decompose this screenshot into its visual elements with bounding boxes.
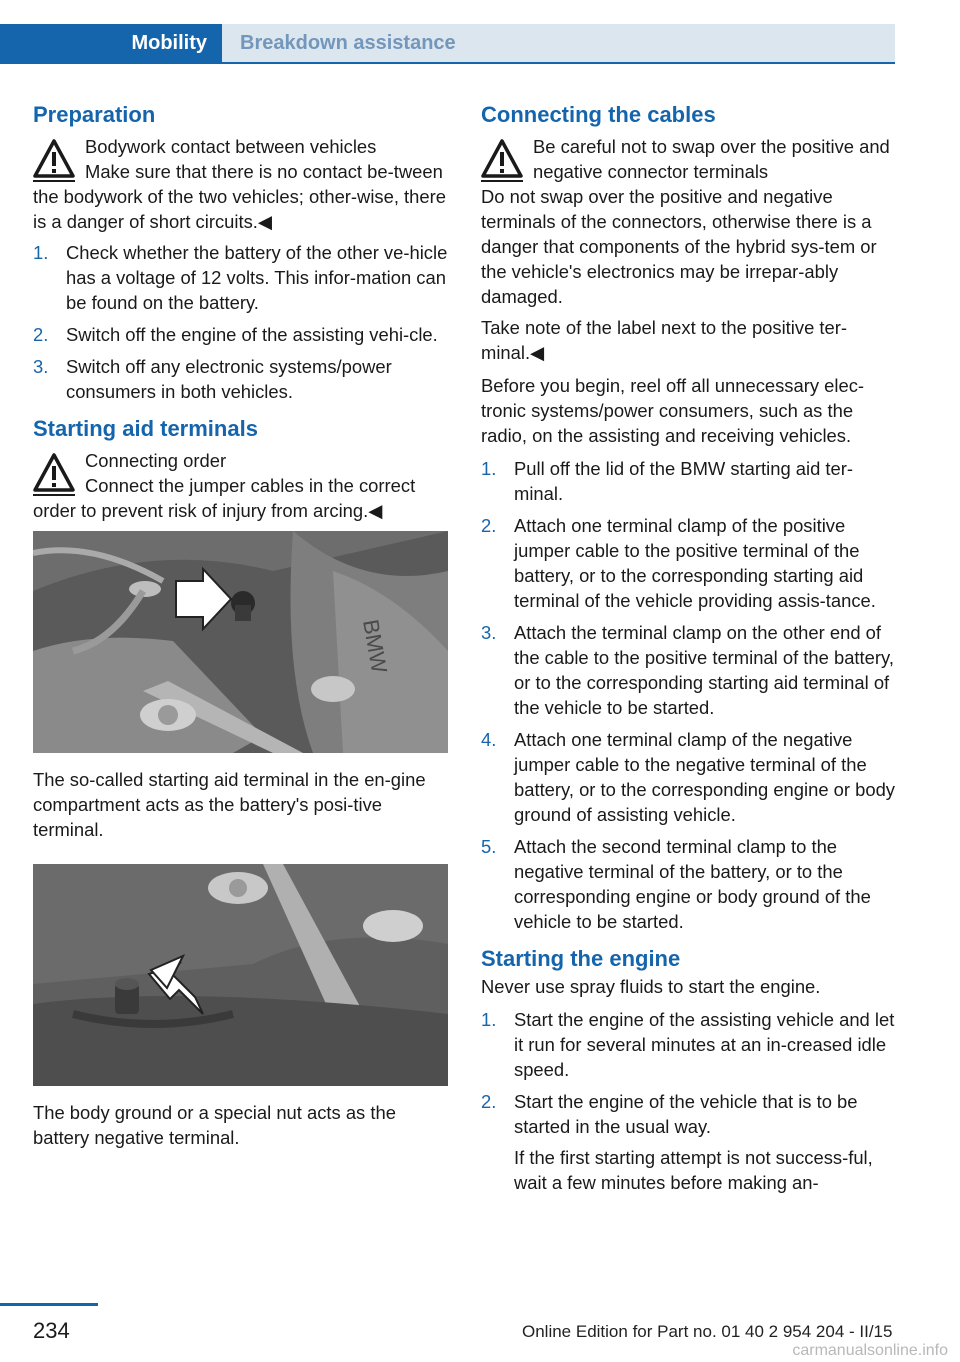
warning-triangle-icon bbox=[481, 138, 523, 182]
step-number: 4. bbox=[481, 729, 497, 750]
step-text: Start the engine of the assisting vehicle and let it run for several minutes at an in-creased idle speed. bbox=[514, 1009, 895, 1080]
section-tab: Mobility bbox=[0, 24, 222, 62]
cables-steps bbox=[481, 456, 896, 934]
step-number: 3. bbox=[33, 356, 49, 377]
step-text: Start the engine of the vehicle that is to be started in the usual way. bbox=[514, 1091, 858, 1137]
warning-block bbox=[33, 448, 448, 523]
step-text: Attach the second terminal clamp to the negative terminal of the battery, or to the corresponding engine or body ground of the vehicle to be started. bbox=[514, 836, 871, 932]
engine-steps bbox=[481, 1007, 896, 1195]
page-number: 234 bbox=[33, 1318, 70, 1343]
list-item bbox=[33, 322, 448, 347]
step-text: Check whether the battery of the other ve-hicle has a voltage of 12 volts. This infor-mation can be found on the battery. bbox=[66, 242, 448, 313]
warning-triangle-icon bbox=[33, 452, 75, 496]
engine-compartment-photo-ground bbox=[33, 864, 448, 1086]
edition-text: Online Edition for Part no. 01 40 2 954 204 - II/15 bbox=[522, 1322, 893, 1341]
engine-intro: Never use spray fluids to start the engine. bbox=[481, 976, 821, 997]
list-item bbox=[481, 620, 896, 720]
step-number: 2. bbox=[481, 515, 497, 536]
starting-engine-heading: Starting the engine bbox=[481, 946, 681, 971]
warning-title: Connecting order bbox=[85, 450, 227, 471]
list-item bbox=[481, 456, 896, 506]
step-number: 2. bbox=[481, 1091, 497, 1112]
step-text: Pull off the lid of the BMW starting aid ter-minal. bbox=[514, 458, 854, 504]
cables-intro: Before you begin, reel off all unnecessary elec-tronic systems/power consumers, such as the radio, on the assisting and receiving vehicles. bbox=[481, 375, 865, 446]
photo1-caption: The so-called starting aid terminal in the en-gine compartment acts as the battery's posi-tive terminal. bbox=[33, 769, 426, 840]
step-text: Switch off the engine of the assisting vehi-cle. bbox=[66, 324, 438, 345]
right-column bbox=[481, 100, 896, 1205]
subsection-tab: Breakdown assistance bbox=[222, 24, 895, 62]
step-text: Attach the terminal clamp on the other end of the cable to the positive terminal of the battery, or to the corresponding starting aid terminal of the vehicle to be started. bbox=[514, 622, 894, 718]
warning-title: Be careful not to swap over the positive and negative connector terminals bbox=[533, 136, 890, 182]
warning-body: Connect the jumper cables in the correct order to prevent risk of injury from arcing.◀ bbox=[33, 475, 416, 521]
warning-body: Make sure that there is no contact be-tween the bodywork of the two vehicles; other-wise, there is a danger of short circuits.◀ bbox=[33, 161, 446, 232]
footer-divider bbox=[0, 1303, 98, 1306]
cables-note: Take note of the label next to the positive ter-minal.◀ bbox=[481, 317, 847, 363]
list-item bbox=[481, 834, 896, 934]
photo2-caption: The body ground or a special nut acts as the battery negative terminal. bbox=[33, 1102, 396, 1148]
list-item bbox=[481, 1007, 896, 1082]
warning-body: Do not swap over the positive and negative terminals of the connectors, otherwise there is a danger that components of the hybrid sys-tem or the vehicle's electronics may be irrepar-ably damaged. bbox=[481, 186, 877, 307]
step-number: 2. bbox=[33, 324, 49, 345]
list-item bbox=[33, 354, 448, 404]
engine-cover-logo-text: BMW bbox=[358, 617, 393, 675]
warning-block bbox=[481, 134, 896, 309]
step-number: 1. bbox=[481, 1009, 497, 1030]
list-item bbox=[33, 240, 448, 315]
left-column bbox=[33, 100, 448, 1158]
preparation-steps bbox=[33, 240, 448, 404]
page-header bbox=[0, 24, 895, 62]
header-divider bbox=[0, 62, 895, 64]
step-number: 3. bbox=[481, 622, 497, 643]
warning-title: Bodywork contact between vehicles bbox=[85, 136, 377, 157]
step-text: Attach one terminal clamp of the positive jumper cable to the positive terminal of the battery, or to the corresponding starting aid terminal of the vehicle providing assis-tance. bbox=[514, 515, 876, 611]
step-text: Switch off any electronic systems/power consumers in both vehicles. bbox=[66, 356, 392, 402]
step-number: 1. bbox=[481, 458, 497, 479]
list-item bbox=[481, 1089, 896, 1195]
warning-block bbox=[33, 134, 448, 234]
step-text: Attach one terminal clamp of the negative jumper cable to the negative terminal of the battery, or to the corresponding engine or body ground of assisting vehicle. bbox=[514, 729, 895, 825]
warning-triangle-icon bbox=[33, 138, 75, 182]
engine-compartment-photo-positive bbox=[33, 531, 448, 753]
preparation-heading: Preparation bbox=[33, 102, 156, 127]
terminals-heading: Starting aid terminals bbox=[33, 416, 258, 441]
list-item bbox=[481, 727, 896, 827]
connecting-cables-heading: Connecting the cables bbox=[481, 102, 716, 127]
step-number: 1. bbox=[33, 242, 49, 263]
watermark: carmanualsonline.info bbox=[792, 1342, 948, 1359]
list-item bbox=[481, 513, 896, 613]
step-extra-text: If the first starting attempt is not success-ful, wait a few minutes before making an- bbox=[514, 1147, 873, 1193]
step-number: 5. bbox=[481, 836, 497, 857]
